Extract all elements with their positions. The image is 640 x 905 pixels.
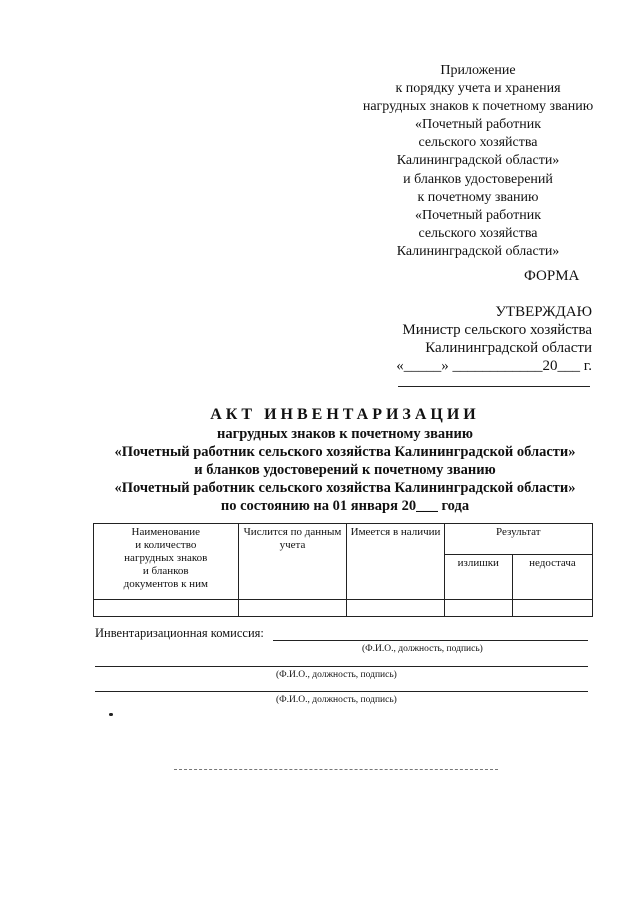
appendix-line: Калининградской области» xyxy=(396,243,560,259)
inventory-table xyxy=(93,523,593,617)
commission-hint-2: (Ф.И.О., должность, подпись) xyxy=(276,670,397,680)
appendix-block xyxy=(316,62,640,261)
approval-date: «_____» ____________20___ г. xyxy=(396,358,592,374)
appendix-line: нагрудных знаков к почетному званию xyxy=(362,99,594,115)
appendix-line: к порядку учета и хранения xyxy=(395,81,561,97)
appendix-line: Калининградской области» xyxy=(396,153,560,169)
approval-heading: УТВЕРЖДАЮ xyxy=(495,304,592,320)
appendix-line: «Почетный работник xyxy=(414,207,542,223)
appendix-line: сельского хозяйства xyxy=(418,135,538,151)
approval-block xyxy=(370,303,592,375)
title-line: «Почетный работник сельского хозяйства Калининградской области» xyxy=(114,444,576,460)
table-cell[interactable] xyxy=(512,600,592,617)
header-result: Результат xyxy=(444,524,592,555)
title-line: и бланков удостоверений к почетному званию xyxy=(194,462,496,478)
header-available: Имеется в наличии xyxy=(347,524,444,600)
title-line: по состоянию на 01 января 20___ года xyxy=(220,498,470,514)
table-cell[interactable] xyxy=(347,600,444,617)
signature-line xyxy=(398,386,590,387)
form-label: ФОРМА xyxy=(524,268,580,284)
title-line: нагрудных знаков к почетному званию xyxy=(217,426,473,442)
table-cell[interactable] xyxy=(444,600,512,617)
header-name-quantity: Наименование и количество нагрудных знаков и бланков документов к ним xyxy=(94,524,239,600)
table-cell[interactable] xyxy=(94,600,239,617)
approval-region: Калининградской области xyxy=(425,340,592,356)
commission-hint-1: (Ф.И.О., должность, подпись) xyxy=(362,644,483,654)
table-row xyxy=(94,600,593,617)
commission-field-2[interactable] xyxy=(95,666,588,667)
commission-field-3[interactable] xyxy=(95,691,588,692)
scan-mark xyxy=(109,713,113,716)
commission-field-1[interactable] xyxy=(273,640,588,641)
table-cell[interactable] xyxy=(238,600,347,617)
commission-hint-3: (Ф.И.О., должность, подпись) xyxy=(276,695,397,705)
appendix-line: «Почетный работник xyxy=(414,117,542,133)
appendix-line: и бланков удостоверений xyxy=(403,171,553,187)
document-title: АКТ ИНВЕНТАРИЗАЦИИ xyxy=(210,406,480,423)
appendix-line: сельского хозяйства xyxy=(418,225,538,241)
header-recorded: Числится по данным учета xyxy=(238,524,347,600)
appendix-line: к почетному званию xyxy=(417,189,539,205)
approval-position: Министр сельского хозяйства xyxy=(402,322,592,338)
appendix-line: Приложение xyxy=(440,63,516,78)
title-line: «Почетный работник сельского хозяйства Калининградской области» xyxy=(114,480,576,496)
header-shortage: недостача xyxy=(512,555,592,600)
page-end-line xyxy=(174,769,498,770)
commission-label: Инвентаризационная комиссия: xyxy=(95,626,264,640)
document-title-block xyxy=(80,405,610,515)
header-surplus: излишки xyxy=(444,555,512,600)
